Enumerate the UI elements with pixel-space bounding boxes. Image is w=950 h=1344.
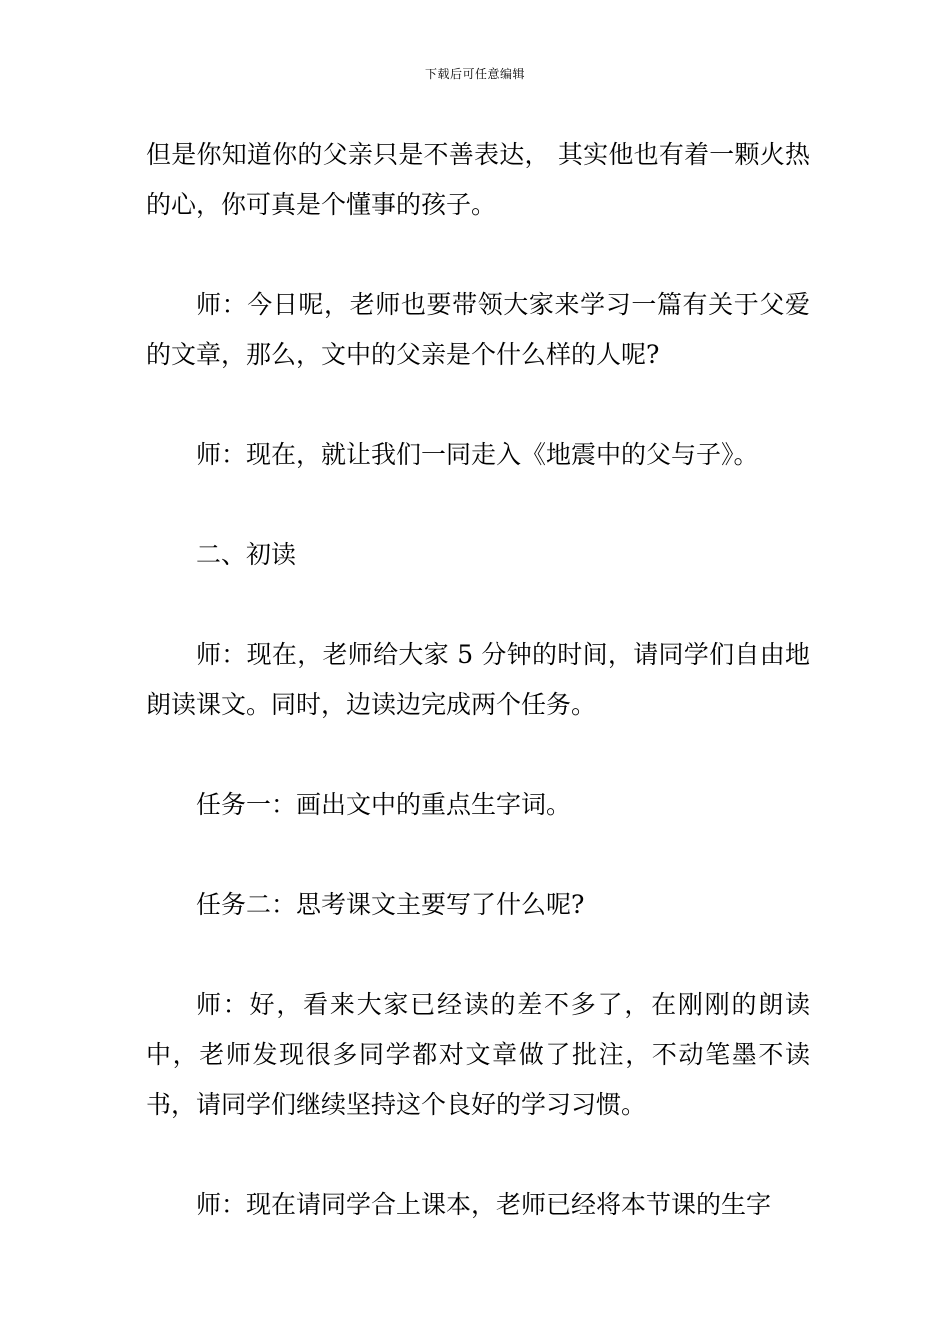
paragraph-father-expression: 但是你知道你的父亲只是不善表达， 其实他也有着一颗火热的心，你可真是个懂事的孩子。	[146, 140, 810, 219]
paragraph-task-one: 任务一：画出文中的重点生字词。	[196, 790, 572, 819]
paragraph-teacher-intro: 师：今日呢，老师也要带领大家来学习一篇有关于父爱的文章，那么，文中的父亲是个什么样的人呢?	[146, 290, 810, 369]
page-header: 下载后可任意编辑	[424, 67, 525, 81]
paragraph-enter-lesson: 师：现在，就让我们一同走入《地震中的父与子》。	[196, 440, 759, 469]
document-body	[146, 130, 810, 1280]
section-heading-first-reading: 二、初读	[196, 540, 297, 569]
paragraph-task-two: 任务二：思考课文主要写了什么呢?	[196, 890, 585, 919]
paragraph-close-books: 师：现在请同学合上课本，老师已经将本节课的生字	[196, 1190, 772, 1219]
paragraph-teacher-feedback: 师：好，看来大家已经读的差不多了，在刚刚的朗读中，老师发现很多同学都对文章做了批注，不动笔墨不读书，请同学们继续坚持这个良好的学习习惯。	[146, 990, 810, 1119]
paragraph-reading-instruction: 师：现在，老师给大家 5 分钟的时间，请同学们自由地朗读课文。同时，边读边完成两个任务。	[146, 640, 810, 719]
